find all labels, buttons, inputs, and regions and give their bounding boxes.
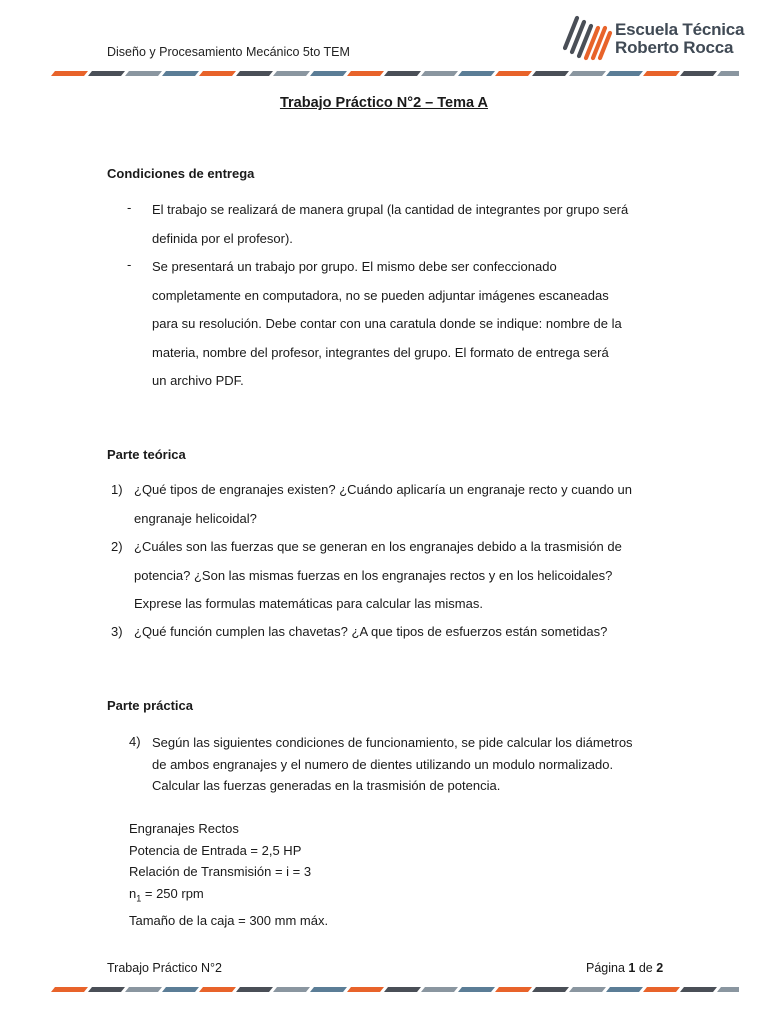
stripe-segment	[384, 71, 421, 76]
stripe-segment	[51, 71, 88, 76]
stripe-segment	[199, 71, 236, 76]
spec-box-size: Tamaño de la caja = 300 mm máx.	[129, 912, 329, 928]
question-4-line-2: de ambos engranajes y el numero de dientes utilizando un modulo normalizado.	[152, 756, 614, 772]
delivery-item-1	[152, 196, 672, 253]
stripe-segment	[606, 987, 643, 992]
spec-input-power: Potencia de Entrada = 2,5 HP	[129, 842, 302, 858]
section-heading-theory: Parte teórica	[107, 447, 186, 462]
spec-speed-value: = 250 rpm	[141, 885, 204, 901]
delivery-item-2-line-1: Se presentará un trabajo por grupo. El mismo debe ser confeccionado	[152, 259, 557, 274]
stripe-segment	[458, 71, 495, 76]
stripe-segment	[51, 987, 88, 992]
stripe-segment	[421, 71, 458, 76]
stripe-segment	[532, 987, 569, 992]
stripe-segment	[569, 987, 606, 992]
stripe-segment	[236, 71, 273, 76]
gear-specs	[129, 818, 328, 931]
stripe-segment	[717, 987, 739, 992]
stripe-segment	[458, 987, 495, 992]
stripe-segment	[384, 987, 421, 992]
logo-name-line2: Roberto Rocca	[615, 38, 734, 57]
stripe-segment	[162, 71, 199, 76]
page-of-label: de	[635, 961, 657, 975]
question-1-line-1: ¿Qué tipos de engranajes existen? ¿Cuándo aplicaría un engranaje recto y cuando un	[134, 482, 632, 497]
document-title: Trabajo Práctico N°2 – Tema A	[279, 95, 489, 111]
stripe-segment	[569, 71, 606, 76]
spec-speed-n1	[129, 883, 328, 910]
stripe-segment	[680, 71, 717, 76]
page-number: 1	[628, 961, 636, 975]
header-course-title: Diseño y Procesamiento Mecánico 5to TEM	[107, 45, 350, 59]
stripe-segment	[273, 71, 310, 76]
stripe-segment	[495, 987, 532, 992]
stripe-segment	[273, 987, 310, 992]
stripe-segment	[643, 71, 680, 76]
header-stripe-divider	[51, 71, 739, 76]
stripe-segment	[88, 71, 125, 76]
delivery-item-2-line-2: completamente en computadora, no se pueden adjuntar imágenes escaneadas	[152, 287, 609, 303]
stripe-segment	[236, 987, 273, 992]
question-number: 3)	[111, 624, 123, 639]
bullet-marker: -	[127, 257, 132, 272]
delivery-item-2	[152, 253, 672, 396]
delivery-item-2-line-5: un archivo PDF.	[152, 373, 244, 388]
stripe-segment	[532, 71, 569, 76]
question-4-line-3: Calcular las fuerzas generadas en la trasmisión de potencia.	[152, 778, 501, 793]
question-number: 4)	[129, 734, 141, 749]
footer-doc-title: Trabajo Práctico N°2	[107, 961, 222, 975]
bullet-marker: -	[127, 200, 132, 215]
delivery-item-2-line-4: materia, nombre del profesor, integrantes del grupo. El formato de entrega será	[152, 344, 609, 360]
spec-gear-type: Engranajes Rectos	[129, 821, 239, 836]
stripe-segment	[125, 987, 162, 992]
question-2	[134, 533, 661, 619]
stripe-segment	[421, 987, 458, 992]
page-total: 2	[656, 961, 664, 975]
stripe-segment	[125, 71, 162, 76]
spec-transmission-ratio: Relación de Transmisión = i = 3	[129, 864, 312, 879]
section-heading-delivery: Condiciones de entrega	[107, 166, 255, 181]
question-2-line-1: ¿Cuáles son las fuerzas que se generan en los engranajes debido a la trasmisión de	[134, 539, 622, 554]
stripe-segment	[643, 987, 680, 992]
stripe-segment	[680, 987, 717, 992]
delivery-item-2-line-3: para su resolución. Debe contar con una caratula donde se indique: nombre de la	[152, 316, 622, 331]
spec-speed-subscript: 1	[136, 893, 142, 904]
stripe-segment	[310, 987, 347, 992]
stripe-segment	[310, 71, 347, 76]
logo-stripes-icon	[563, 14, 613, 62]
stripe-segment	[717, 71, 739, 76]
stripe-segment	[347, 71, 384, 76]
question-3-line-1: ¿Qué función cumplen las chavetas? ¿A que tipos de esfuerzos están sometidas?	[134, 624, 608, 639]
question-2-line-3: Exprese las formulas matemáticas para calcular las mismas.	[134, 596, 483, 611]
stripe-segment	[199, 987, 236, 992]
stripe-segment	[606, 71, 643, 76]
stripe-segment	[495, 71, 532, 76]
stripe-segment	[88, 987, 125, 992]
question-2-line-2: potencia? ¿Son las mismas fuerzas en los engranajes rectos y en los helicoidales?	[134, 567, 613, 583]
page-label: Página	[586, 961, 629, 975]
page-indicator	[586, 961, 663, 975]
section-heading-practice: Parte práctica	[107, 698, 193, 713]
school-logo	[563, 14, 743, 62]
spec-speed-symbol: n	[129, 885, 137, 901]
logo-name-line1: Escuela Técnica	[615, 20, 745, 39]
question-4	[152, 732, 662, 797]
question-3	[134, 618, 661, 647]
question-4-line-1: Según las siguientes condiciones de funcionamiento, se pide calcular los diámetros	[152, 735, 633, 750]
delivery-item-1-line-1: El trabajo se realizará de manera grupal (la cantidad de integrantes por grupo será	[152, 202, 629, 217]
question-1-line-2: engranaje helicoidal?	[134, 510, 257, 526]
question-number: 2)	[111, 539, 123, 554]
question-number: 1)	[111, 482, 123, 497]
question-1	[134, 476, 661, 533]
stripe-segment	[347, 987, 384, 992]
footer-stripe-divider	[51, 987, 739, 992]
stripe-segment	[162, 987, 199, 992]
delivery-item-1-line-2: definida por el profesor).	[152, 230, 293, 246]
